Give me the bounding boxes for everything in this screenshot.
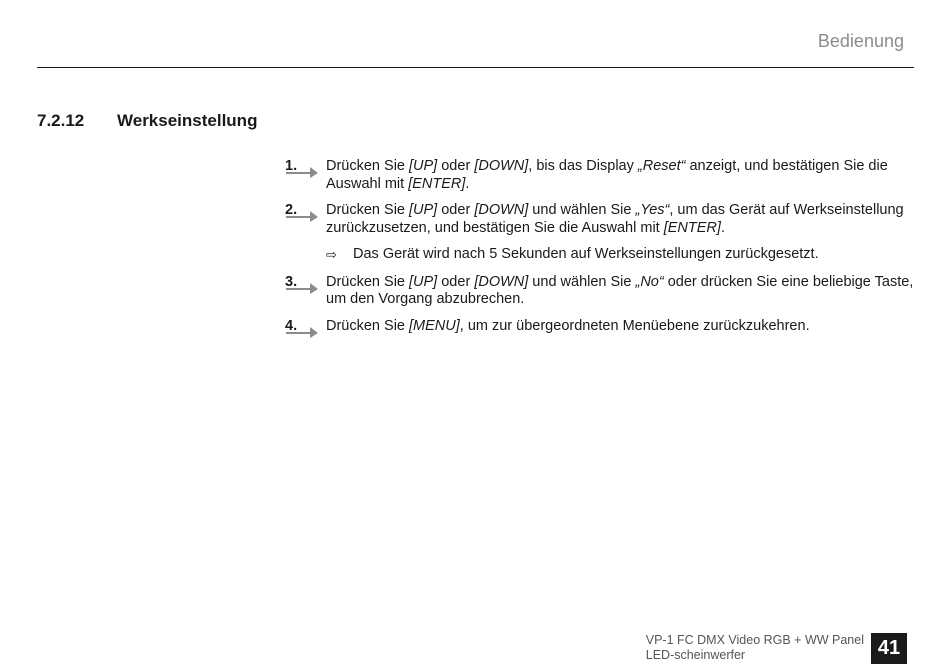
step-item [285, 318, 915, 336]
section-number: 7.2.12 [37, 111, 85, 130]
key-down: [DOWN] [474, 202, 529, 218]
step-text: oder drücken Sie eine beliebige Taste, um den Vorgang abzubrechen. [326, 273, 914, 307]
step-number: 3. [285, 273, 298, 290]
step-text: und wählen Sie [528, 273, 636, 290]
step-text: oder [437, 202, 475, 218]
step-arrow-icon [285, 278, 319, 294]
header-rule [37, 67, 914, 68]
key-enter: [ENTER] [408, 175, 466, 192]
key-down: [DOWN] [474, 273, 529, 290]
step-text: Drücken Sie [326, 273, 410, 290]
step-item [285, 274, 915, 309]
step-item [285, 202, 915, 237]
key-menu: [MENU] [409, 317, 460, 334]
step-arrow-icon [285, 162, 319, 178]
step-text: . [720, 219, 725, 236]
step-text: und wählen Sie [528, 202, 636, 218]
result-text: Das Gerät wird nach 5 Sekunden auf Werkseinstellungen zurückgesetzt. [353, 246, 819, 262]
key-enter: [ENTER] [663, 219, 721, 236]
section-title: Werkseinstellung [117, 111, 258, 130]
footer-product [646, 633, 864, 663]
key-up: [UP] [409, 158, 438, 174]
step-number: 4. [285, 317, 298, 334]
step-item [285, 158, 915, 193]
footer-product-name: VP-1 FC DMX Video RGB + WW Panel [645, 633, 864, 647]
step-text: oder [437, 273, 475, 290]
step-number: 1. [285, 158, 298, 174]
result-arrow-icon: ⇨ [326, 247, 337, 262]
footer-product-subtitle: LED-scheinwerfer [645, 648, 746, 662]
step-text: oder [437, 158, 475, 174]
step-text: , um zur übergeordneten Menüebene zurückzukehren. [459, 317, 810, 334]
step-text: Drücken Sie [326, 158, 410, 174]
display-value: „Yes“ [635, 202, 670, 218]
step-text: Drücken Sie [326, 317, 410, 334]
header-title: Bedienung [817, 31, 904, 51]
step-text: . [465, 175, 470, 192]
key-up: [UP] [409, 273, 438, 290]
result-note [326, 246, 915, 264]
step-list [285, 158, 915, 344]
key-down: [DOWN] [474, 158, 529, 174]
display-value: „Reset“ [637, 158, 686, 174]
step-arrow-icon [285, 322, 319, 338]
step-arrow-icon [285, 206, 319, 222]
step-text: , bis das Display [528, 158, 638, 174]
step-text: , um das Gerät auf Werkseinstellung zurückzusetzen, und bestätigen Sie die Auswahl mit [326, 202, 904, 236]
step-text: anzeigt, und bestätigen Sie die Auswahl mit [326, 158, 888, 192]
key-up: [UP] [409, 202, 438, 218]
step-number: 2. [285, 202, 298, 218]
display-value: „No“ [635, 273, 664, 290]
page-number: 41 [871, 633, 907, 664]
step-text: Drücken Sie [326, 202, 410, 218]
